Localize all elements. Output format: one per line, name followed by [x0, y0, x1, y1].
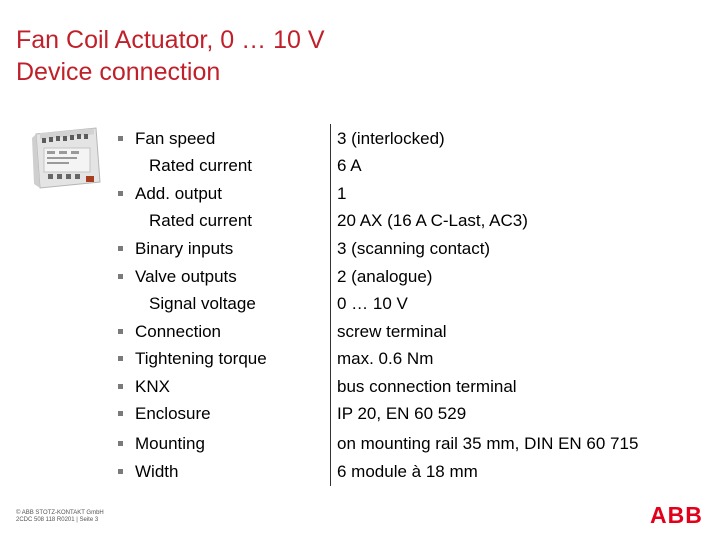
spec-label: Add. output [135, 184, 222, 203]
spec-row [108, 318, 688, 345]
spec-row [108, 373, 688, 400]
spec-value: 0 … 10 V [337, 294, 408, 313]
spec-table [108, 125, 688, 481]
title-line-2: Device connection [16, 58, 221, 86]
spec-row [108, 458, 688, 485]
spec-value: bus connection terminal [337, 377, 517, 396]
spec-label: KNX [135, 377, 170, 396]
footer-line-2: 2CDC 508 118 R0201 | Seite 3 [16, 517, 99, 523]
bullet-icon [118, 329, 123, 334]
spec-label: Valve outputs [135, 267, 237, 286]
abb-logo: ABB [650, 502, 703, 528]
spec-value: 1 [337, 184, 347, 203]
spec-value: 6 A [337, 156, 362, 175]
title-line-1: Fan Coil Actuator, 0 … 10 V [16, 26, 325, 54]
spec-value: 3 (interlocked) [337, 129, 445, 148]
bullet-icon [118, 136, 123, 141]
bullet-icon [118, 411, 123, 416]
spec-row [108, 125, 688, 152]
bullet-icon [118, 191, 123, 196]
spec-label: Width [135, 462, 179, 481]
slide-title [16, 24, 325, 88]
spec-label: Signal voltage [149, 294, 256, 313]
spec-value: 6 module à 18 mm [337, 462, 478, 481]
spec-value: 2 (analogue) [337, 267, 433, 286]
spec-label: Mounting [135, 434, 205, 453]
spec-label: Connection [135, 322, 222, 341]
bullet-icon [118, 274, 123, 279]
bullet-icon [118, 469, 123, 474]
spec-row [108, 345, 688, 372]
spec-value: 20 AX (16 A C-Last, AC3) [337, 211, 528, 230]
spec-row [108, 180, 688, 207]
spec-value: screw terminal [337, 322, 447, 341]
spec-label: Binary inputs [135, 239, 234, 258]
spec-row [108, 400, 688, 427]
spec-label: Rated current [149, 211, 252, 230]
spec-row [108, 207, 688, 234]
spec-value: 3 (scanning contact) [337, 239, 491, 258]
spec-row [108, 263, 688, 290]
bullet-icon [118, 384, 123, 389]
fan-coil-actuator-device-image [30, 124, 102, 192]
footer-copyright [16, 510, 104, 524]
spec-row [108, 290, 688, 317]
spec-label: Tightening torque [135, 349, 267, 368]
spec-value: on mounting rail 35 mm, DIN EN 60 715 [337, 434, 639, 453]
spec-row [108, 152, 688, 179]
spec-label: Enclosure [135, 404, 211, 423]
spec-row [108, 235, 688, 262]
spec-value: max. 0.6 Nm [337, 349, 434, 368]
bullet-icon [118, 246, 123, 251]
footer-line-1: © ABB STOTZ-KONTAKT GmbH [16, 510, 104, 516]
spec-label: Rated current [149, 156, 252, 175]
bullet-icon [118, 441, 123, 446]
bullet-icon [118, 356, 123, 361]
spec-row [108, 430, 688, 457]
spec-label: Fan speed [135, 129, 216, 148]
spec-value: IP 20, EN 60 529 [337, 404, 467, 423]
